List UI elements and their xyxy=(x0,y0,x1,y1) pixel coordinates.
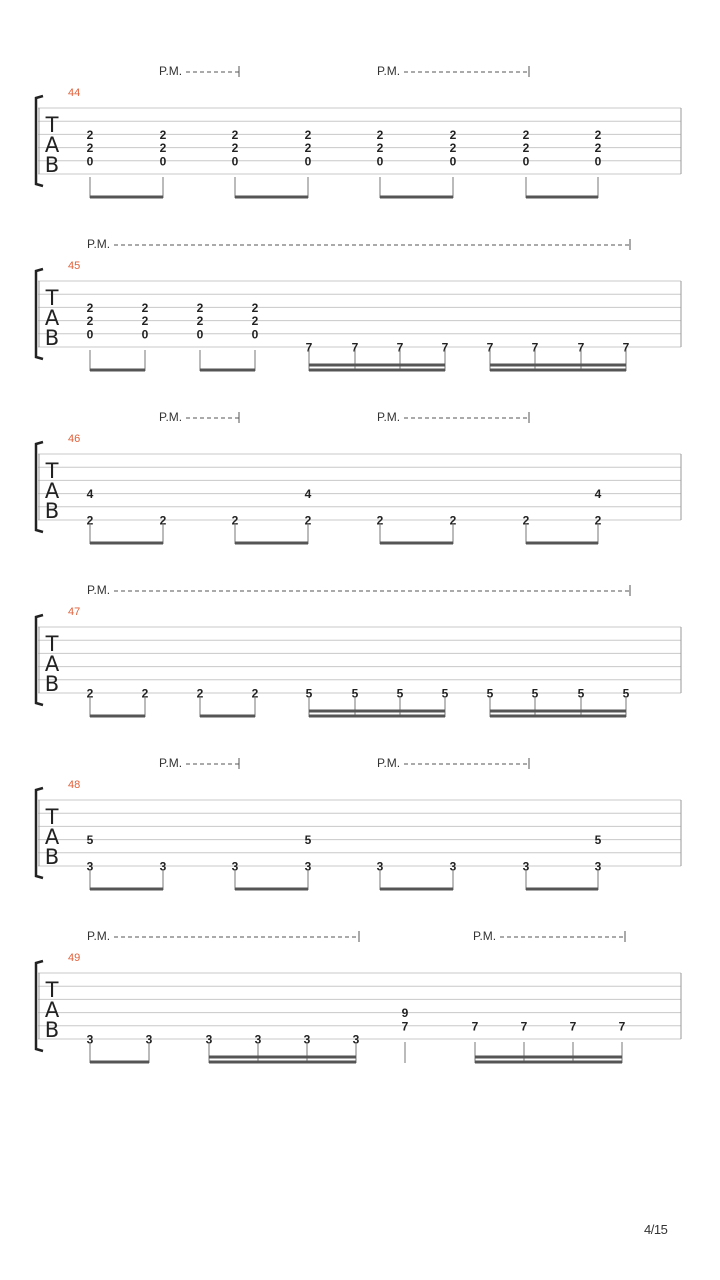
palm-mute-label: P.M. xyxy=(159,410,183,424)
palm-mute-label: P.M. xyxy=(87,929,111,943)
fret-number: 2 xyxy=(86,127,94,142)
page-number: 4/15 xyxy=(644,1222,668,1237)
measure-number: 48 xyxy=(68,779,81,791)
tab-letter-b: B xyxy=(44,499,60,523)
tab-system-46 xyxy=(36,410,681,544)
palm-mute-label: P.M. xyxy=(473,929,497,943)
fret-number: 2 xyxy=(86,300,94,315)
fret-number: 0 xyxy=(304,154,312,169)
fret-number: 5 xyxy=(304,833,312,848)
fret-number: 3 xyxy=(303,1032,311,1047)
palm-mute-label: P.M. xyxy=(87,237,111,251)
tab-letter-t: T xyxy=(45,805,59,829)
fret-number: 0 xyxy=(449,154,457,169)
tab-letter-b: B xyxy=(44,153,60,177)
fret-number: 2 xyxy=(196,300,204,315)
fret-number: 7 xyxy=(622,340,630,355)
fret-number: 2 xyxy=(159,141,167,156)
fret-number: 5 xyxy=(486,686,494,701)
fret-number: 3 xyxy=(594,859,602,874)
fret-number: 5 xyxy=(594,833,602,848)
fret-number: 7 xyxy=(471,1019,479,1034)
tab-letter-a: A xyxy=(44,825,60,849)
fret-number: 2 xyxy=(304,513,312,528)
measure-number: 44 xyxy=(68,87,81,99)
fret-number: 2 xyxy=(376,127,384,142)
fret-number: 2 xyxy=(86,686,94,701)
fret-number: 7 xyxy=(486,340,494,355)
fret-number: 7 xyxy=(520,1019,528,1034)
fret-number: 3 xyxy=(304,859,312,874)
fret-number: 2 xyxy=(376,513,384,528)
fret-number: 2 xyxy=(304,141,312,156)
tab-system-44 xyxy=(36,64,681,198)
palm-mute-label: P.M. xyxy=(87,583,111,597)
tab-system-45 xyxy=(36,237,681,371)
tab-letter-t: T xyxy=(45,286,59,310)
fret-number: 2 xyxy=(449,127,457,142)
fret-number: 3 xyxy=(254,1032,262,1047)
fret-number: 2 xyxy=(86,314,94,329)
fret-number: 5 xyxy=(351,686,359,701)
measure-number: 46 xyxy=(68,433,81,445)
fret-number: 2 xyxy=(251,686,259,701)
fret-number: 2 xyxy=(196,686,204,701)
fret-number: 2 xyxy=(594,141,602,156)
fret-number: 0 xyxy=(522,154,530,169)
fret-number: 4 xyxy=(594,487,602,502)
fret-number: 2 xyxy=(251,300,259,315)
fret-number: 2 xyxy=(304,127,312,142)
tab-letter-a: A xyxy=(44,998,60,1022)
fret-number: 0 xyxy=(251,327,259,342)
tab-letter-t: T xyxy=(45,978,59,1002)
fret-number: 2 xyxy=(231,127,239,142)
fret-number: 5 xyxy=(531,686,539,701)
fret-number: 2 xyxy=(86,513,94,528)
fret-number: 3 xyxy=(352,1032,360,1047)
tab-letter-b: B xyxy=(44,1018,60,1042)
fret-number: 3 xyxy=(376,859,384,874)
fret-number: 5 xyxy=(441,686,449,701)
tab-letter-a: A xyxy=(44,652,60,676)
tab-letter-t: T xyxy=(45,632,59,656)
fret-number: 0 xyxy=(196,327,204,342)
fret-number: 3 xyxy=(86,1032,94,1047)
palm-mute-label: P.M. xyxy=(159,64,183,78)
fret-number: 3 xyxy=(449,859,457,874)
fret-number: 2 xyxy=(251,314,259,329)
tab-letter-a: A xyxy=(44,133,60,157)
fret-number: 2 xyxy=(594,127,602,142)
fret-number: 2 xyxy=(141,314,149,329)
palm-mute-label: P.M. xyxy=(159,756,183,770)
fret-number: 2 xyxy=(449,141,457,156)
tab-system-47 xyxy=(36,583,681,717)
fret-number: 3 xyxy=(86,859,94,874)
fret-number: 0 xyxy=(159,154,167,169)
fret-number: 7 xyxy=(569,1019,577,1034)
fret-number: 7 xyxy=(618,1019,626,1034)
fret-number: 2 xyxy=(522,513,530,528)
fret-number: 7 xyxy=(401,1019,409,1034)
fret-number: 0 xyxy=(594,154,602,169)
fret-number: 0 xyxy=(376,154,384,169)
fret-number: 7 xyxy=(441,340,449,355)
fret-number: 2 xyxy=(141,300,149,315)
tab-letter-t: T xyxy=(45,459,59,483)
fret-number: 3 xyxy=(145,1032,153,1047)
fret-number: 7 xyxy=(577,340,585,355)
fret-number: 3 xyxy=(159,859,167,874)
measure-number: 49 xyxy=(68,952,81,964)
fret-number: 2 xyxy=(522,127,530,142)
tab-letter-a: A xyxy=(44,306,60,330)
fret-number: 3 xyxy=(522,859,530,874)
fret-number: 2 xyxy=(86,141,94,156)
fret-number: 5 xyxy=(396,686,404,701)
fret-number: 4 xyxy=(304,487,312,502)
fret-number: 2 xyxy=(159,513,167,528)
fret-number: 2 xyxy=(376,141,384,156)
tab-system-48 xyxy=(36,756,681,890)
fret-number: 0 xyxy=(86,154,94,169)
fret-number: 7 xyxy=(396,340,404,355)
palm-mute-label: P.M. xyxy=(377,64,401,78)
tab-letter-t: T xyxy=(45,113,59,137)
fret-number: 5 xyxy=(577,686,585,701)
tab-letter-b: B xyxy=(44,845,60,869)
fret-number: 0 xyxy=(141,327,149,342)
fret-number: 7 xyxy=(351,340,359,355)
tab-letter-b: B xyxy=(44,326,60,350)
fret-number: 5 xyxy=(305,686,313,701)
palm-mute-label: P.M. xyxy=(377,756,401,770)
tab-letter-a: A xyxy=(44,479,60,503)
fret-number: 2 xyxy=(141,686,149,701)
fret-number: 5 xyxy=(622,686,630,701)
fret-number: 2 xyxy=(231,513,239,528)
fret-number: 2 xyxy=(594,513,602,528)
fret-number: 2 xyxy=(159,127,167,142)
fret-number: 7 xyxy=(531,340,539,355)
fret-number: 5 xyxy=(86,833,94,848)
fret-number: 3 xyxy=(231,859,239,874)
measure-number: 45 xyxy=(68,260,81,272)
fret-number: 0 xyxy=(231,154,239,169)
tab-letter-b: B xyxy=(44,672,60,696)
fret-number: 2 xyxy=(196,314,204,329)
fret-number: 0 xyxy=(86,327,94,342)
measure-number: 47 xyxy=(68,606,81,618)
fret-number: 7 xyxy=(305,340,313,355)
palm-mute-label: P.M. xyxy=(377,410,401,424)
fret-number: 3 xyxy=(205,1032,213,1047)
fret-number: 9 xyxy=(401,1006,409,1021)
fret-number: 2 xyxy=(231,141,239,156)
fret-number: 2 xyxy=(522,141,530,156)
fret-number: 2 xyxy=(449,513,457,528)
tab-system-49 xyxy=(36,929,681,1063)
fret-number: 4 xyxy=(86,487,94,502)
